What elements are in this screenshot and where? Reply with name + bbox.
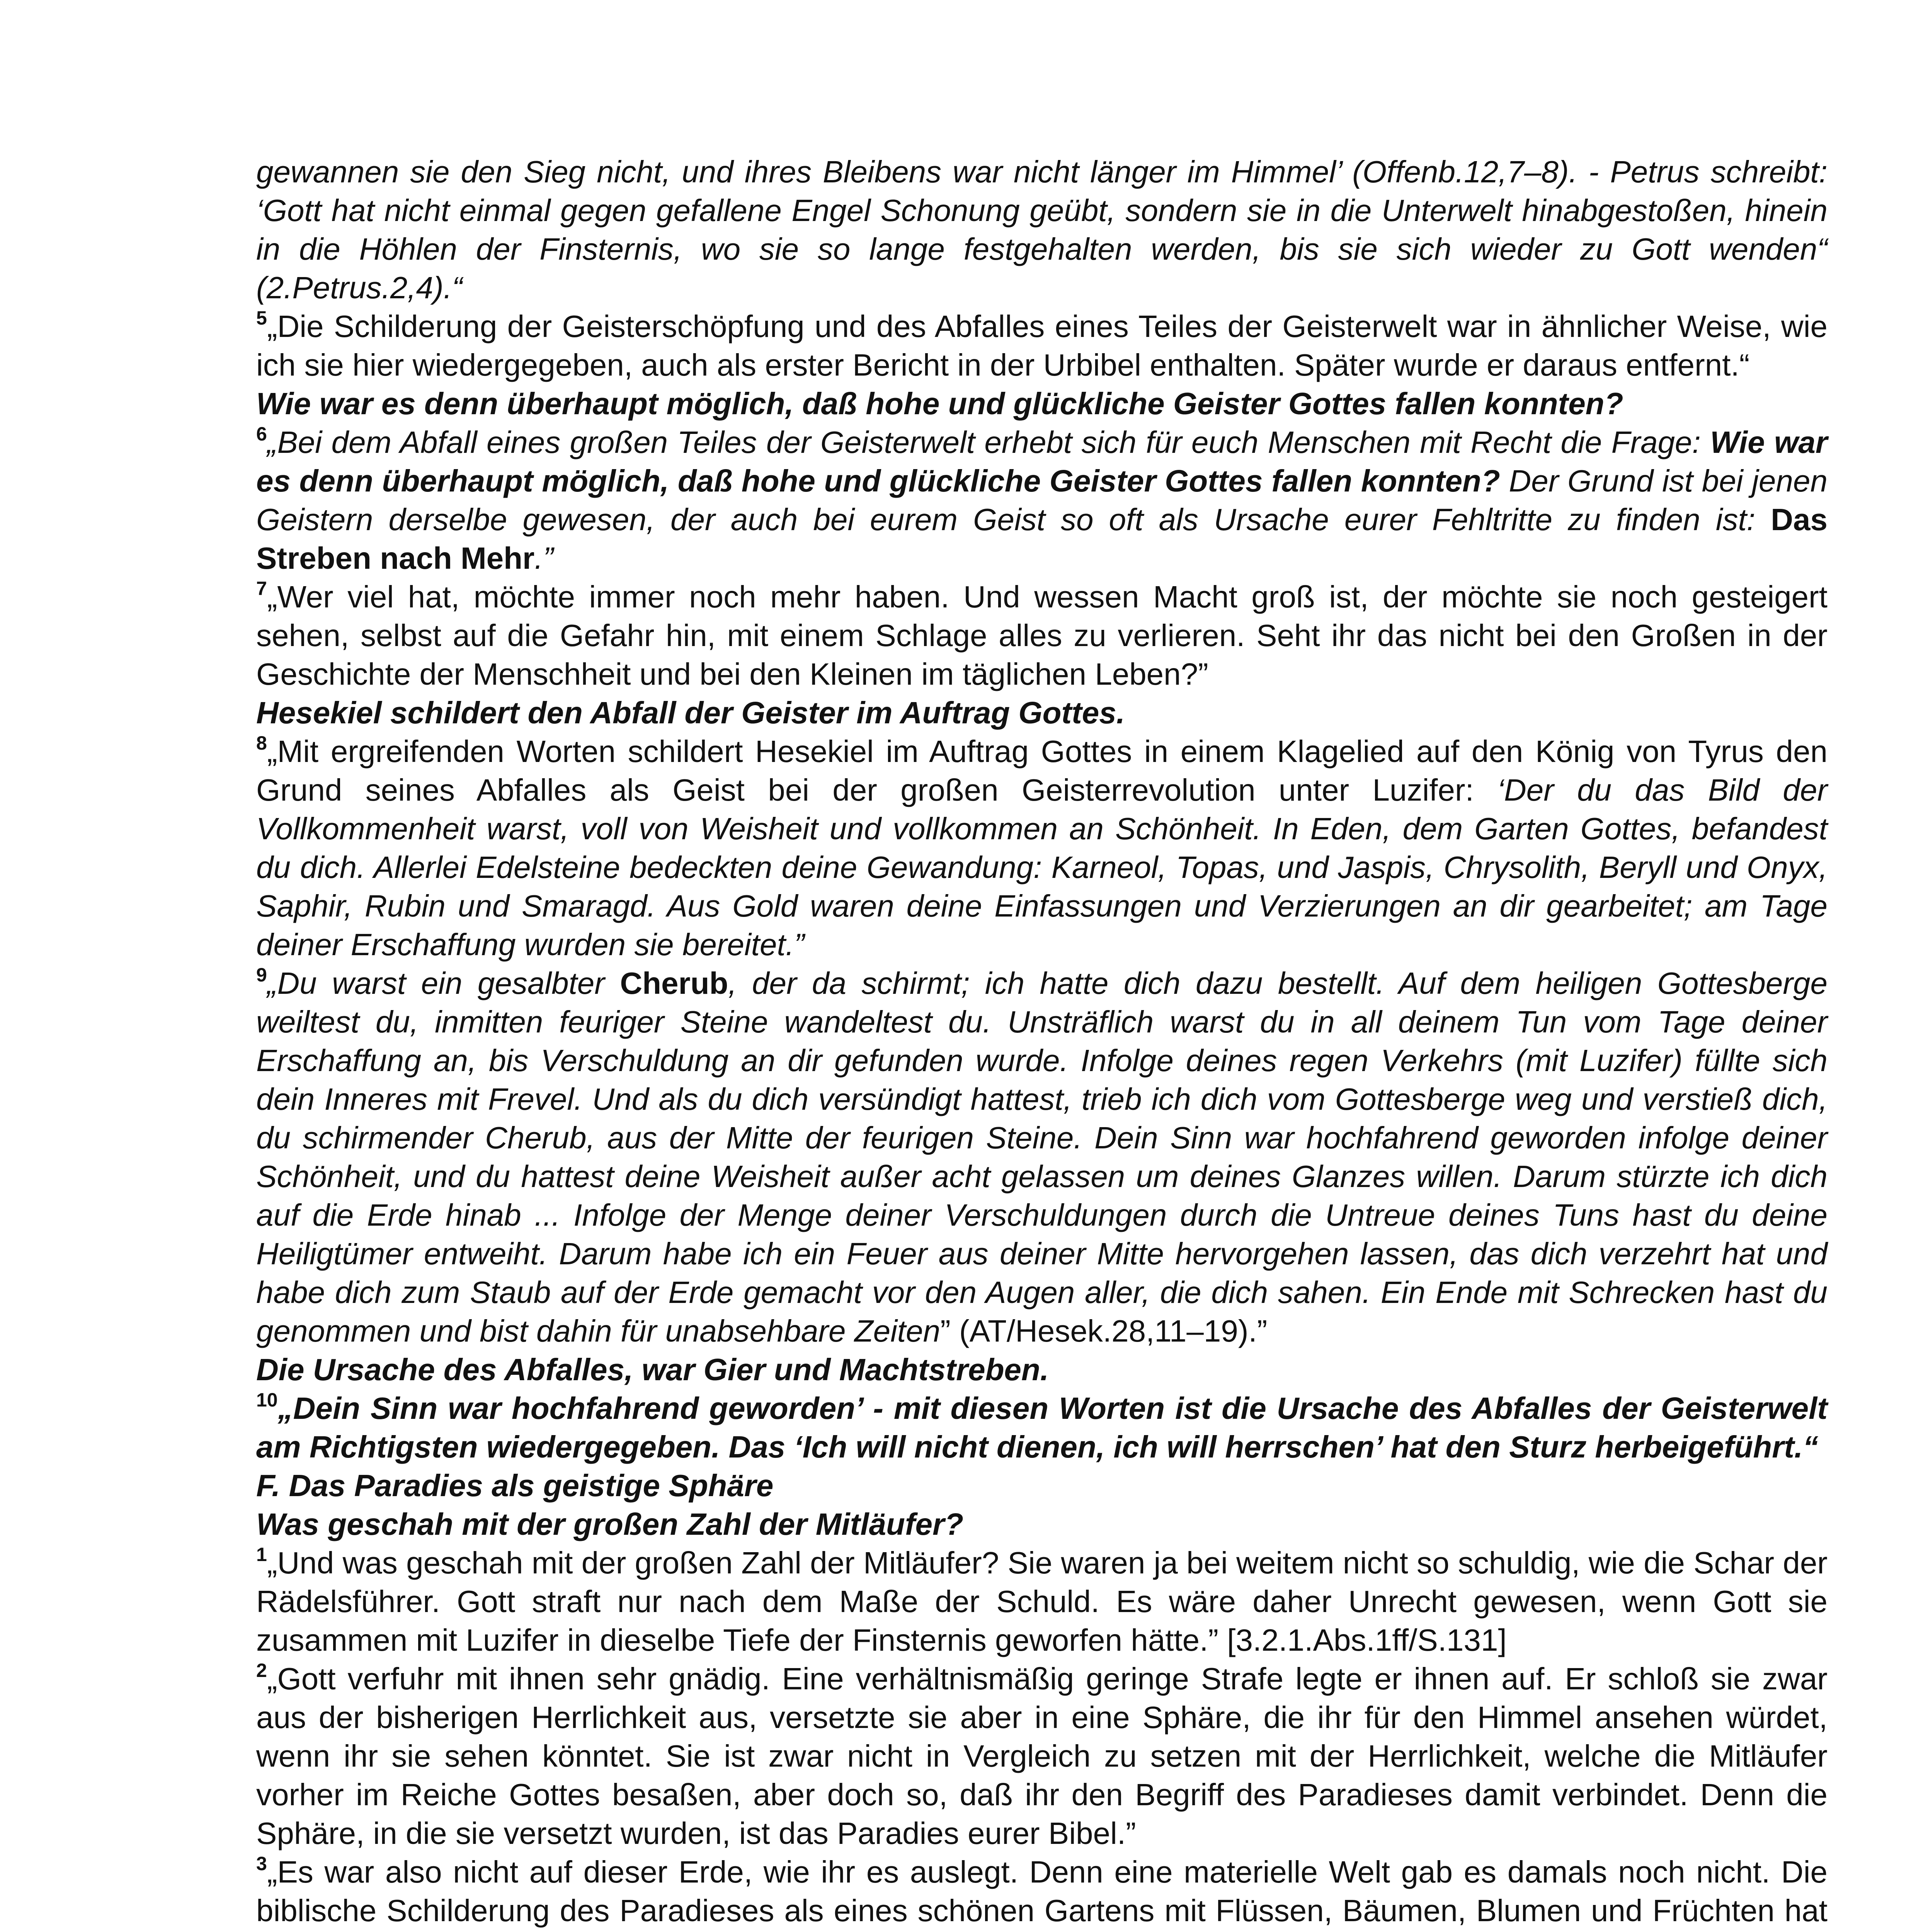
section-heading: Was geschah mit der großen Zahl der Mitläufer? [256,1507,963,1541]
verse-number: 3 [256,1853,267,1874]
section-heading: Wie war es denn überhaupt möglich, daß hohe und glückliche Geister Gottes fallen konnten? [256,386,1623,421]
paragraph-text: „Gott verfuhr mit ihnen sehr gnädig. Eine verhältnismäßig geringe Strafe legte er ihnen auf. Er schloß sie zwar aus der bisherigen Herrlichkeit aus, versetzte sie aber in eine Sphäre, die ihr für den Himmel ansehen würdet, wenn ihr sie sehen könntet. Sie ist zwar nicht in Vergleich zu setzen mit der Herrlichkeit, welche die Mitläufer vorher im Reiche Gottes besaßen, aber doch so, daß ihr den Begriff des Paradieses damit verbindet. Denn die Sphäre, in die sie versetzt wurden, ist das Paradies eurer Bibel.” [256,1662,1828,1850]
paragraph-text: Der Grund ist bei jenen Geistern derselbe gewesen, der auch bei eurem Geist so oft als Ursache eurer Fehltritte zu finden ist: [256,464,1828,537]
section-heading: Die Ursache des Abfalles, war Gier und Machtstreben. [256,1352,1049,1387]
paragraph-7 [256,578,1828,694]
emphasized-question: Wie war es denn überhaupt möglich, daß hohe und glückliche Geister Gottes fallen konnten? [256,425,1828,498]
section-heading: Hesekiel schildert den Abfall der Geister im Auftrag Gottes. [256,696,1125,730]
paragraph-3 [256,1853,1828,1932]
paragraph-1 [256,1544,1828,1660]
verse-number: 2 [256,1660,267,1681]
verse-number: 7 [256,578,267,599]
verse-number: 1 [256,1544,267,1565]
emphasized-phrase: Das Streben nach Mehr [256,502,1828,575]
citation: ” (AT/Hesek.28,11–19).” [940,1314,1268,1348]
quoted-text: „Du warst ein gesalbter [267,966,620,1000]
quoted-text: , der da schirmt; ich hatte dich dazu bestellt. Auf dem heiligen Gottesberge weiltest du, inmitten feuriger Steine wandeltest du. Unsträflich warst du in all deinem Tun vom Tage deiner Erschaffung an, bis Verschuldung an dir gefunden wurde. Infolge deines regen Verkehrs (mit Luzifer) füllte sich dein Inneres mit Frevel. Und als du dich versündigt hattest, trieb ich dich vom Gottesberge weg und verstieß dich, du schirmender Cherub, aus der Mitte der feurigen Steine. Dein Sinn war hochfahrend geworden infolge deiner Schönheit, und du hattest deine Weisheit außer acht gelassen um deines Glanzes willen. Darum stürzte ich dich auf die Erde hinab ... Infolge der Menge deiner Verschuldungen durch die Untreue deines Tuns hast du deine Heiligtümer entweiht. Darum habe ich ein Feuer aus deiner Mitte hervorgehen lassen, das dich verzehrt hat und habe dich zum Staub auf der Erde gemacht vor den Augen aller, die dich sahen. Ein Ende mit Schrecken hast du genommen und bist dahin für unabsehbare Zeiten [256,966,1828,1348]
paragraph-5 [256,307,1828,384]
verse-number: 9 [256,964,267,986]
paragraph-text: gewannen sie den Sieg nicht, und ihres Bleibens war nicht länger im Himmel’ (Offenb.12,7–8). - Petrus schreibt: ‘Gott hat nicht einmal gegen gefallene Engel Schonung geübt, sondern sie in die Unterwelt hinabgestoßen, hinein in die Höhlen der Finsternis, wo sie so lange festgehalten werden, bis sie sich wieder zu Gott wenden“ (2.Petrus.2,4).“ [256,155,1828,305]
verse-number: 10 [256,1389,278,1411]
verse-number: 6 [256,423,267,445]
paragraph-text: „Es war also nicht auf dieser Erde, wie ihr es auslegt. Denn eine materielle Welt gab es damals noch nicht. Die biblische Schilderung des Paradieses als eines schönen Gartens mit Flüssen, Bäumen, Blumen und Früchten hat [256,1855,1828,1928]
paragraph-8 [256,732,1828,964]
paragraph-2 [256,1660,1828,1853]
chapter-heading: F. Das Paradies als geistige Sphäre [256,1468,774,1503]
verse-number: 5 [256,307,267,329]
paragraph-text: „Und was geschah mit der großen Zahl der Mitläufer? Sie waren ja bei weitem nicht so schuldig, wie die Schar der Rädelsführer. Gott straft nur nach dem Maße der Schuld. Es wäre daher Unrecht gewesen, wenn Gott sie zusammen mit Luzifer in dieselbe Tiefe der Finsternis geworfen hätte.” [3.2.1.Abs.1ff/S.131] [256,1546,1828,1657]
paragraph-text: „Mit ergreifenden Worten schildert Hesekiel im Auftrag Gottes in einem Klagelied auf den König von Tyrus den Grund seines Abfalles als Geist bei der großen Geisterrevolution unter Luzifer: [256,734,1828,807]
paragraph-text: „Bei dem Abfall eines großen Teiles der Geisterwelt erhebt sich für euch Menschen mit Recht die Frage: [267,425,1710,459]
quoted-text: ‘Der du das Bild der Vollkommenheit warst, voll von Weisheit und vollkommen an Schönheit. In Eden, dem Garten Gottes, befandest du dich. Allerlei Edelsteine bedeckten deine Gewandung: Karneol, Topas, und Jaspis, Chrysolith, Beryll und Onyx, Saphir, Rubin und Smaragd. Aus Gold waren deine Einfassungen und Verzierungen an dir gearbeitet; am Tage deiner Erschaffung wurden sie bereitet.” [256,773,1828,962]
paragraph-10 [256,1389,1828,1466]
paragraph-text: „Die Schilderung der Geisterschöpfung und des Abfalles eines Teiles der Geisterwelt war in ähnlicher Weise, wie ich sie hier wiedergegeben, auch als erster Bericht in der Urbibel enthalten. Später wurde er daraus entfernt.“ [256,309,1828,382]
paragraph-continuation [256,153,1828,307]
paragraph-6 [256,423,1828,578]
paragraph-text: „Dein Sinn war hochfahrend geworden’ - mit diesen Worten ist die Ursache des Abfalles der Geisterwelt am Richtigsten wiedergegeben. Das ‘Ich will nicht dienen, ich will herrschen’ hat den Sturz herbeigeführt.“ [256,1391,1828,1464]
paragraph-text: „Wer viel hat, möchte immer noch mehr haben. Und wessen Macht groß ist, der möchte sie noch gesteigert sehen, selbst auf die Gefahr hin, mit einem Schlage alles zu verlieren. Seht ihr das nicht bei den Großen in der Geschichte der Menschheit und bei den Kleinen im täglichen Leben?” [256,580,1828,691]
paragraph-text: .” [534,541,554,575]
paragraph-9 [256,964,1828,1350]
emphasized-word: Cherub [620,966,728,1000]
verse-number: 8 [256,732,267,754]
document-page [256,153,1828,1932]
